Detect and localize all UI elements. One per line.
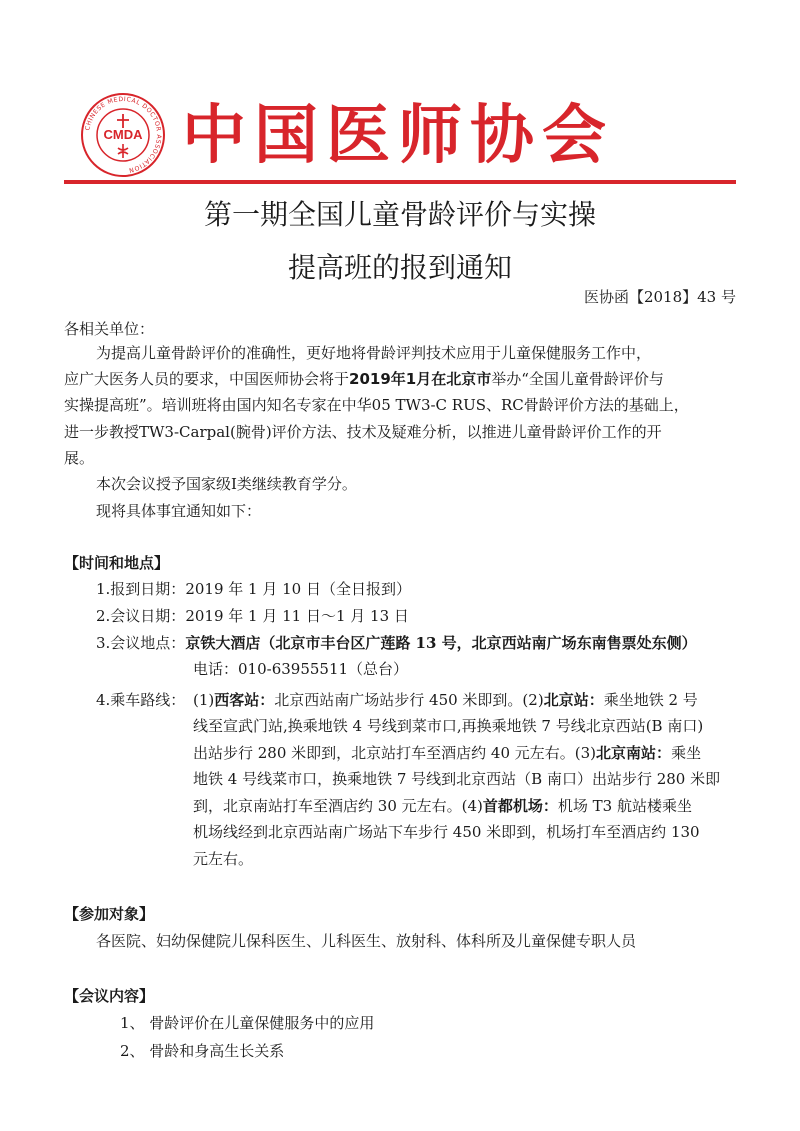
cmda-logo-icon — [80, 92, 166, 178]
route-line: 线至宣武门站,换乘地铁 4 号线到菜市口,再换乘地铁 7 号线北京西站(B 南口) — [193, 717, 704, 735]
intro-line: 为提高儿童骨龄评价的准确性，更好地将骨龄评判技术应用于儿童保健服务工作中， — [96, 344, 652, 362]
route-line: 元左右。 — [193, 850, 254, 868]
details-intro: 现将具体事宜通知如下： — [96, 502, 262, 520]
route-label: 4.乘车路线： — [96, 691, 186, 709]
content-item: 1、 骨龄评价在儿童保健服务中的应用 — [120, 1014, 375, 1032]
registration-date: 1.报到日期：2019 年 1 月 10 日（全日报到） — [96, 580, 411, 598]
section-heading-time-place: 【时间和地点】 — [64, 554, 170, 572]
svg-text:CHINESE MEDICAL DOCTOR ASSOCIA: CHINESE MEDICAL DOCTOR ASSOCIATION — [84, 95, 163, 174]
route-line: 地铁 4 号线菜市口，换乘地铁 7 号线到北京西站（B 南口）出站步行 280 米即 — [193, 770, 721, 788]
venue-phone: 电话：010-63955511（总台） — [193, 660, 409, 678]
credit-note: 本次会议授予国家级I类继续教育学分。 — [96, 475, 357, 493]
header-divider — [64, 180, 736, 184]
salutation: 各相关单位： — [64, 320, 155, 338]
route-line: (1)西客站：北京西站南广场站步行 450 米即到。(2)北京站：乘坐地铁 2 号 — [193, 691, 698, 709]
route-line: 机场线经到北京西站南广场站下车步行 450 米即到，机场打车至酒店约 130 — [193, 823, 700, 841]
section-heading-participants: 【参加对象】 — [64, 905, 155, 923]
section-heading-content: 【会议内容】 — [64, 987, 155, 1005]
intro-line: 实操提高班”。培训班将由国内知名专家在中华05 TW3-C RUS、RC骨龄评价方法的基础上， — [64, 396, 689, 414]
route-line: 到，北京南站打车至酒店约 30 元左右。(4)首都机场：机场 T3 航站楼乘坐 — [193, 797, 692, 815]
route-line: 出站步行 280 米即到，北京站打车至酒店约 40 元左右。(3)北京南站：乘坐 — [193, 744, 702, 762]
org-name: 中国医师协会 — [182, 98, 614, 173]
intro-line: 展。 — [64, 449, 95, 467]
participants-text: 各医院、妇幼保健院儿保科医生、儿科医生、放射科、体科所及儿童保健专职人员 — [96, 932, 637, 950]
notice-title-line1: 第一期全国儿童骨龄评价与实操 — [203, 198, 596, 231]
intro-line: 进一步教授TW3-Carpal(腕骨)评价方法、技术及疑难分析，以推进儿童骨龄评价工作的开 — [64, 423, 662, 441]
meeting-date: 2.会议日期：2019 年 1 月 11 日～1 月 13 日 — [96, 607, 409, 625]
svg-text:CMDA: CMDA — [103, 127, 143, 142]
content-item: 2、 骨龄和身高生长关系 — [120, 1042, 285, 1060]
meeting-venue: 3.会议地点：京铁大酒店（北京市丰台区广莲路 13 号，北京西站南广场东南售票处东侧） — [96, 634, 697, 652]
intro-line: 应广大医务人员的要求，中国医师协会将于2019年1月在北京市举办“全国儿童骨龄评价与 — [64, 370, 664, 388]
document-number: 医协函【2018】43 号 — [583, 288, 736, 306]
notice-title-line2: 提高班的报到通知 — [287, 251, 512, 284]
